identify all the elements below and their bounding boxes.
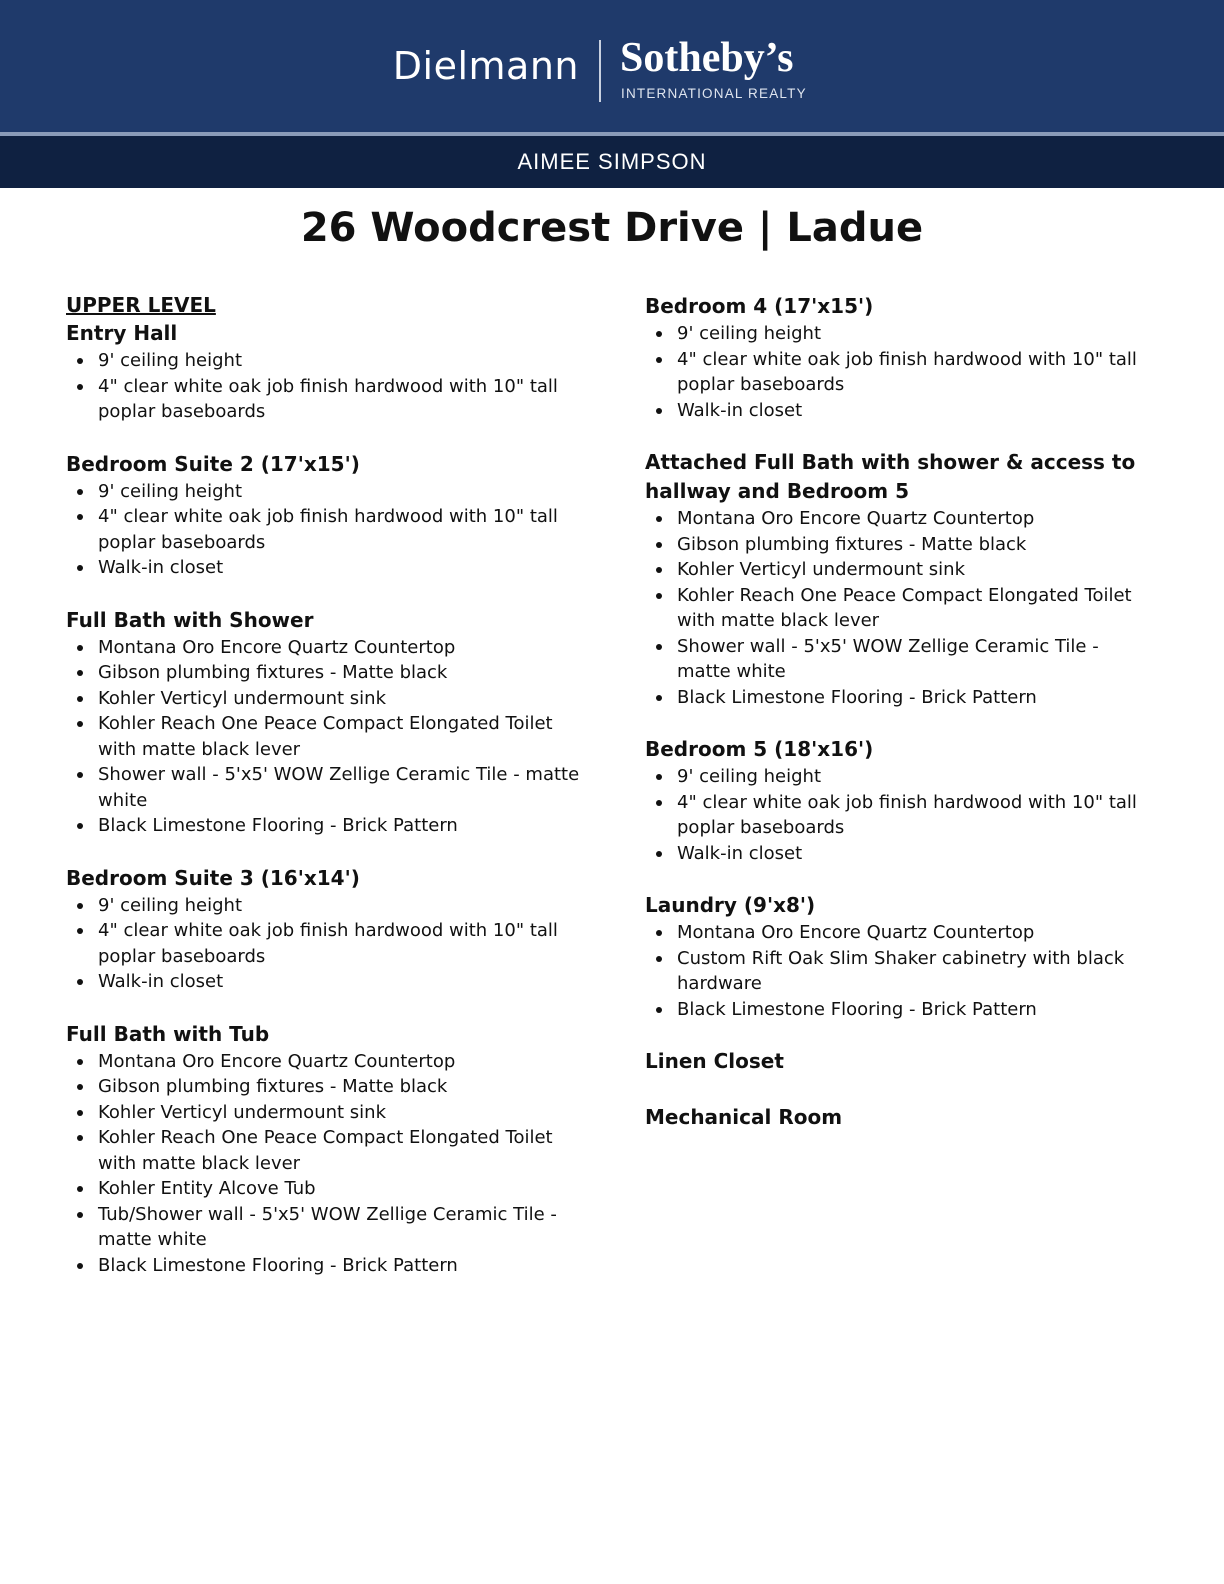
feature-item: Kohler Reach One Peace Compact Elongated Toilet with matte black lever bbox=[645, 583, 1145, 634]
right-standalone-sections bbox=[645, 1047, 1145, 1132]
brand-right-text: Sotheby’s bbox=[620, 35, 794, 81]
room-title: Mechanical Room bbox=[645, 1105, 843, 1129]
room-title: Full Bath with Shower bbox=[66, 607, 314, 632]
room-title: Bedroom Suite 2 (17'x15') bbox=[66, 451, 360, 476]
logo-divider bbox=[599, 40, 601, 102]
feature-item: 9' ceiling height bbox=[645, 321, 1145, 347]
feature-list bbox=[66, 479, 586, 581]
feature-list bbox=[645, 506, 1145, 710]
feature-item: 4" clear white oak job finish hardwood with 10" tall poplar baseboards bbox=[66, 374, 586, 425]
room-title: Entry Hall bbox=[66, 321, 178, 345]
feature-item: Gibson plumbing fixtures - Matte black bbox=[66, 1074, 586, 1100]
agent-name: AIMEE SIMPSON bbox=[517, 149, 707, 174]
room-title: Bedroom 5 (18'x16') bbox=[645, 737, 874, 761]
feature-item: Black Limestone Flooring - Brick Pattern bbox=[66, 813, 586, 839]
feature-item: Montana Oro Encore Quartz Countertop bbox=[645, 920, 1145, 946]
brand-subtitle: INTERNATIONAL REALTY bbox=[621, 86, 807, 101]
agent-banner bbox=[0, 136, 1224, 188]
feature-item: Walk-in closet bbox=[66, 969, 586, 995]
room-section bbox=[645, 448, 1145, 710]
room-title: Full Bath with Tub bbox=[66, 1021, 270, 1046]
feature-item: Shower wall - 5'x5' WOW Zellige Ceramic Tile - matte white bbox=[645, 634, 1145, 685]
brand-logo bbox=[0, 0, 1224, 132]
feature-item: 4" clear white oak job finish hardwood with 10" tall poplar baseboards bbox=[66, 918, 586, 969]
feature-item: Montana Oro Encore Quartz Countertop bbox=[66, 1049, 586, 1075]
feature-item: 4" clear white oak job finish hardwood with 10" tall poplar baseboards bbox=[645, 790, 1145, 841]
feature-list bbox=[66, 1049, 586, 1279]
room-section bbox=[66, 1020, 586, 1279]
page-title: 26 Woodcrest Drive | Ladue bbox=[300, 205, 924, 251]
feature-item: Kohler Verticyl undermount sink bbox=[645, 557, 1145, 583]
feature-item: 9' ceiling height bbox=[66, 479, 586, 505]
room-section bbox=[66, 450, 586, 581]
left-column bbox=[66, 292, 586, 1303]
room-section bbox=[66, 606, 586, 839]
room-title: Laundry (9'x8') bbox=[645, 893, 816, 917]
room-section bbox=[645, 891, 1145, 1022]
feature-item: Black Limestone Flooring - Brick Pattern bbox=[645, 685, 1145, 711]
feature-item: Walk-in closet bbox=[645, 841, 1145, 867]
feature-item: Montana Oro Encore Quartz Countertop bbox=[645, 506, 1145, 532]
feature-list bbox=[66, 348, 586, 425]
feature-item: Black Limestone Flooring - Brick Pattern bbox=[66, 1253, 586, 1279]
room-section bbox=[645, 735, 1145, 866]
feature-item: Montana Oro Encore Quartz Countertop bbox=[66, 635, 586, 661]
feature-item: 4" clear white oak job finish hardwood with 10" tall poplar baseboards bbox=[645, 347, 1145, 398]
feature-item: Custom Rift Oak Slim Shaker cabinetry with black hardware bbox=[645, 946, 1145, 997]
feature-item: Kohler Entity Alcove Tub bbox=[66, 1176, 586, 1202]
level-heading: UPPER LEVEL bbox=[66, 293, 216, 317]
feature-list bbox=[645, 764, 1145, 866]
feature-item: Walk-in closet bbox=[645, 398, 1145, 424]
right-column bbox=[645, 292, 1145, 1159]
feature-item: Shower wall - 5'x5' WOW Zellige Ceramic Tile - matte white bbox=[66, 762, 586, 813]
left-sections bbox=[66, 319, 586, 1278]
feature-item: Kohler Verticyl undermount sink bbox=[66, 1100, 586, 1126]
feature-list bbox=[645, 321, 1145, 423]
feature-list bbox=[645, 920, 1145, 1022]
feature-item: 9' ceiling height bbox=[645, 764, 1145, 790]
feature-item: 9' ceiling height bbox=[66, 348, 586, 374]
feature-item: Gibson plumbing fixtures - Matte black bbox=[66, 660, 586, 686]
feature-item: Kohler Reach One Peace Compact Elongated Toilet with matte black lever bbox=[66, 711, 586, 762]
right-sections bbox=[645, 292, 1145, 1022]
room-section bbox=[66, 864, 586, 995]
feature-item: 4" clear white oak job finish hardwood with 10" tall poplar baseboards bbox=[66, 504, 586, 555]
feature-item: 9' ceiling height bbox=[66, 893, 586, 919]
feature-list bbox=[66, 893, 586, 995]
room-title: Attached Full Bath with shower & access to hallway and Bedroom 5 bbox=[645, 450, 1136, 503]
feature-item: Tub/Shower wall - 5'x5' WOW Zellige Ceramic Tile - matte white bbox=[66, 1202, 586, 1253]
room-title: Linen Closet bbox=[645, 1049, 784, 1073]
room-section bbox=[66, 319, 586, 425]
brand-left-text: Dielmann bbox=[392, 44, 579, 88]
room-title: Bedroom Suite 3 (16'x14') bbox=[66, 865, 360, 890]
feature-item: Walk-in closet bbox=[66, 555, 586, 581]
feature-item: Kohler Verticyl undermount sink bbox=[66, 686, 586, 712]
feature-list bbox=[66, 635, 586, 839]
room-section bbox=[645, 292, 1145, 423]
room-title: Bedroom 4 (17'x15') bbox=[645, 294, 874, 318]
feature-item: Gibson plumbing fixtures - Matte black bbox=[645, 532, 1145, 558]
feature-item: Black Limestone Flooring - Brick Pattern bbox=[645, 997, 1145, 1023]
feature-item: Kohler Reach One Peace Compact Elongated Toilet with matte black lever bbox=[66, 1125, 586, 1176]
